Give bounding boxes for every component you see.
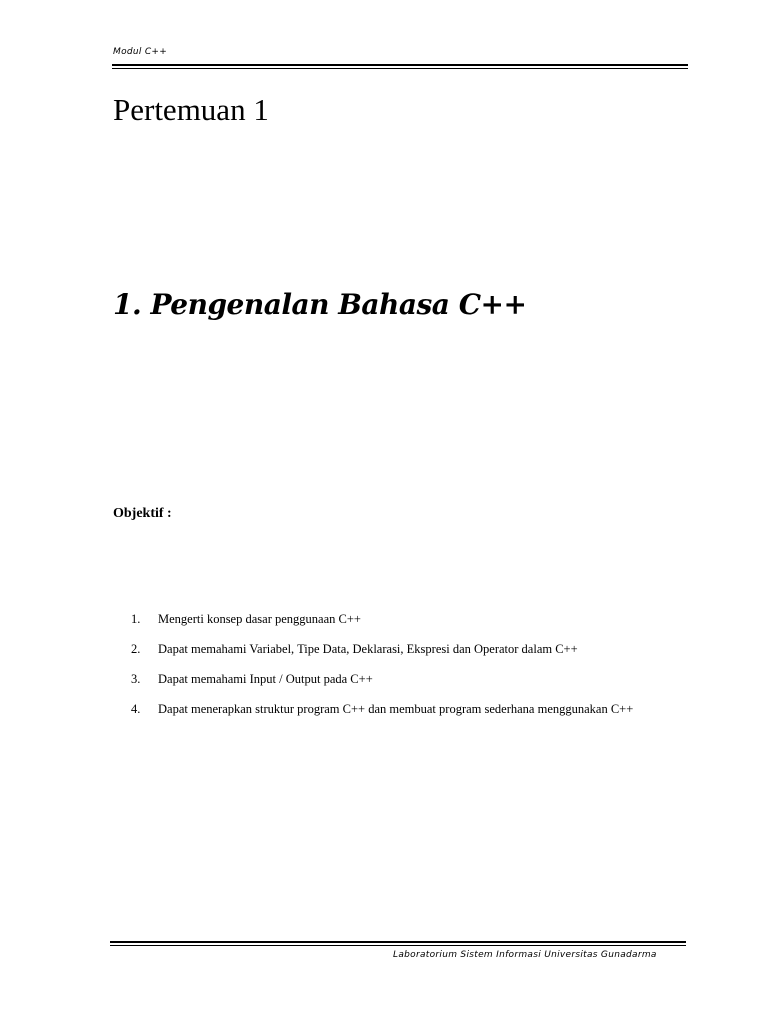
objectives-list	[131, 610, 641, 736]
list-item-text: Mengerti konsep dasar penggunaan C++	[158, 612, 361, 626]
list-item	[131, 610, 641, 629]
list-item-number: 2.	[131, 642, 141, 656]
footer-divider	[110, 941, 686, 946]
meeting-title: Pertemuan 1	[113, 92, 269, 127]
objectives-heading: Objektif :	[113, 506, 172, 521]
list-item-number: 3.	[131, 672, 141, 686]
list-item-text: Dapat memahami Input / Output pada C++	[158, 672, 373, 686]
chapter-title: 1. Pengenalan Bahasa C++	[113, 288, 527, 321]
running-header: Modul C++	[113, 47, 168, 57]
list-item-number: 4.	[131, 702, 141, 716]
list-item-number: 1.	[131, 612, 141, 626]
list-item	[131, 640, 641, 659]
header-divider	[112, 64, 688, 69]
list-item	[131, 700, 641, 725]
running-footer: Laboratorium Sistem Informasi Universitas Gunadarma	[393, 950, 657, 960]
list-item	[131, 670, 641, 689]
list-item-text: Dapat menerapkan struktur program C++ dan membuat program sederhana menggunakan C++	[158, 702, 634, 716]
list-item-text: Dapat memahami Variabel, Tipe Data, Deklarasi, Ekspresi dan Operator dalam C++	[158, 642, 578, 656]
